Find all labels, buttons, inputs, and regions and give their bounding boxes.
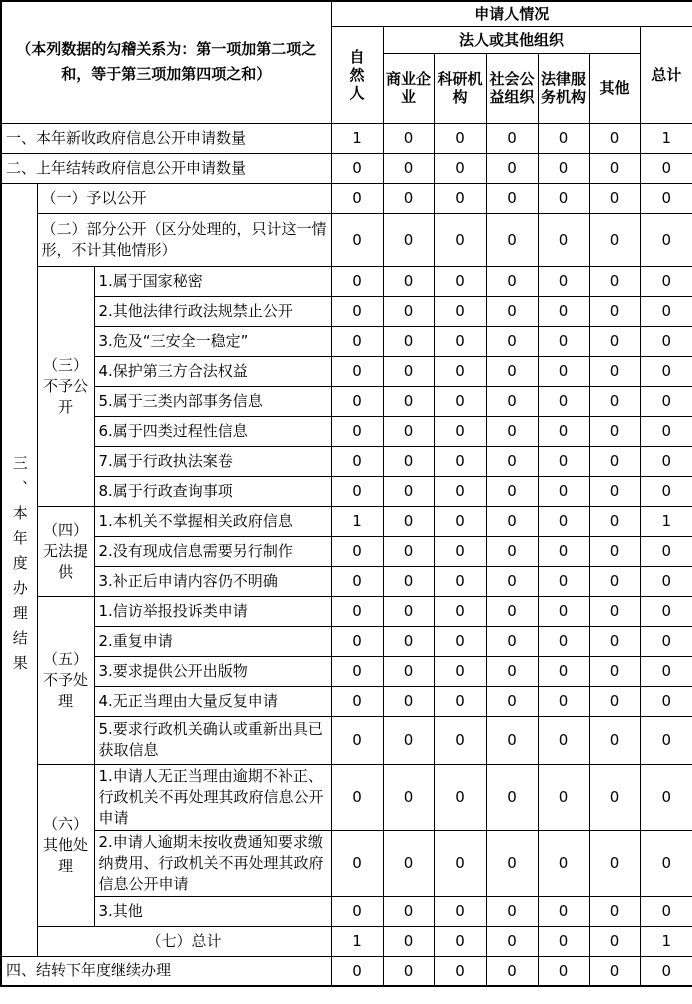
applicant-situation-header: 申请人情况	[331, 1, 692, 26]
value-cell: 0	[486, 926, 538, 956]
value-cell: 0	[434, 656, 486, 686]
value-cell: 0	[640, 626, 692, 656]
column-header-total: 总计	[640, 26, 692, 123]
table-row	[1, 153, 692, 183]
value-cell: 0	[383, 896, 434, 926]
natural-person-label: 自然人	[349, 47, 365, 102]
row-label: 3.要求提供公开出版物	[94, 656, 331, 686]
row-label: 3.危及“三安全一稳定”	[94, 326, 331, 356]
value-cell: 0	[383, 764, 434, 830]
value-cell: 0	[589, 446, 640, 476]
value-cell: 0	[486, 596, 538, 626]
value-cell: 0	[538, 476, 589, 506]
table-row	[1, 213, 692, 266]
value-cell: 0	[538, 656, 589, 686]
value-cell: 0	[538, 386, 589, 416]
value-cell: 0	[331, 296, 383, 326]
value-cell: 0	[486, 326, 538, 356]
value-cell: 0	[486, 183, 538, 213]
value-cell: 0	[486, 536, 538, 566]
value-cell: 0	[589, 596, 640, 626]
value-cell: 0	[589, 476, 640, 506]
value-cell: 0	[589, 536, 640, 566]
value-cell: 0	[486, 356, 538, 386]
value-cell: 0	[331, 536, 383, 566]
group-label-cell: （四）无法提供	[37, 506, 94, 596]
value-cell: 0	[486, 764, 538, 830]
value-cell: 1	[331, 123, 383, 153]
value-cell: 0	[486, 416, 538, 446]
row-label: 6.属于四类过程性信息	[94, 416, 331, 446]
value-cell: 0	[383, 386, 434, 416]
value-cell: 0	[640, 416, 692, 446]
group-label-cell: （三）不予公开	[37, 266, 94, 506]
row-label: 2.没有现成信息需要另行制作	[94, 536, 331, 566]
value-cell: 0	[486, 266, 538, 296]
value-cell: 0	[434, 446, 486, 476]
value-cell: 0	[538, 596, 589, 626]
value-cell: 0	[486, 896, 538, 926]
value-cell: 0	[383, 566, 434, 596]
row-label: （二）部分公开（区分处理的，只计这一情形，不计其他情形）	[37, 213, 331, 266]
table-row	[1, 716, 692, 764]
value-cell: 0	[640, 536, 692, 566]
value-cell: 0	[640, 153, 692, 183]
value-cell: 0	[331, 596, 383, 626]
value-cell: 0	[538, 266, 589, 296]
value-cell: 0	[538, 536, 589, 566]
value-cell: 0	[434, 356, 486, 386]
table-row	[1, 686, 692, 716]
value-cell: 0	[589, 686, 640, 716]
row-label: （一）予以公开	[37, 183, 331, 213]
value-cell: 0	[331, 183, 383, 213]
value-cell: 0	[538, 356, 589, 386]
value-cell: 0	[434, 896, 486, 926]
column-header-research: 科研机构	[434, 53, 486, 123]
row-label: 3.补正后申请内容仍不明确	[94, 566, 331, 596]
value-cell: 0	[640, 446, 692, 476]
value-cell: 0	[589, 896, 640, 926]
row-label: 3.其他	[94, 896, 331, 926]
org-group-header: 法人或其他组织	[383, 26, 640, 53]
value-cell: 0	[538, 764, 589, 830]
value-cell: 0	[589, 764, 640, 830]
value-cell: 0	[486, 386, 538, 416]
value-cell: 0	[434, 956, 486, 986]
value-cell: 0	[640, 830, 692, 896]
value-cell: 0	[640, 566, 692, 596]
value-cell: 0	[640, 326, 692, 356]
value-cell: 0	[538, 566, 589, 596]
value-cell: 0	[383, 153, 434, 183]
row-label: 8.属于行政查询事项	[94, 476, 331, 506]
column-header-natural-person	[331, 26, 383, 123]
value-cell: 0	[383, 686, 434, 716]
value-cell: 0	[434, 476, 486, 506]
value-cell: 0	[434, 386, 486, 416]
value-cell: 0	[434, 716, 486, 764]
value-cell: 0	[589, 626, 640, 656]
value-cell: 0	[434, 536, 486, 566]
value-cell: 0	[434, 830, 486, 896]
value-cell: 0	[434, 686, 486, 716]
value-cell: 0	[640, 716, 692, 764]
value-cell: 0	[434, 416, 486, 446]
table-row	[1, 296, 692, 326]
table-row	[1, 896, 692, 926]
table-row	[1, 830, 692, 896]
value-cell: 0	[434, 123, 486, 153]
value-cell: 0	[383, 626, 434, 656]
value-cell: 0	[331, 626, 383, 656]
value-cell: 0	[589, 123, 640, 153]
value-cell: 0	[331, 266, 383, 296]
value-cell: 0	[589, 386, 640, 416]
value-cell: 0	[538, 896, 589, 926]
value-cell: 0	[434, 266, 486, 296]
value-cell: 0	[538, 626, 589, 656]
value-cell: 0	[383, 123, 434, 153]
group-label-cell: （五）不予处理	[37, 596, 94, 764]
value-cell: 0	[589, 296, 640, 326]
value-cell: 0	[538, 153, 589, 183]
value-cell: 0	[434, 326, 486, 356]
value-cell: 0	[486, 656, 538, 686]
table-row	[1, 476, 692, 506]
row-label: 一、本年新收政府信息公开申请数量	[1, 123, 331, 153]
row-label: 4.无正当理由大量反复申请	[94, 686, 331, 716]
value-cell: 0	[383, 506, 434, 536]
row-label: 5.要求行政机关确认或重新出具已获取信息	[94, 716, 331, 764]
value-cell: 0	[640, 656, 692, 686]
value-cell: 0	[331, 896, 383, 926]
table-row	[1, 356, 692, 386]
value-cell: 0	[486, 476, 538, 506]
value-cell: 0	[331, 416, 383, 446]
value-cell: 1	[640, 123, 692, 153]
value-cell: 0	[538, 326, 589, 356]
value-cell: 0	[640, 764, 692, 830]
value-cell: 0	[434, 596, 486, 626]
value-cell: 0	[538, 716, 589, 764]
table-row	[1, 926, 692, 956]
value-cell: 0	[331, 326, 383, 356]
value-cell: 0	[589, 213, 640, 266]
value-cell: 0	[538, 686, 589, 716]
section-vertical-label-text: 三、本年度办理结果	[10, 455, 29, 680]
value-cell: 0	[383, 213, 434, 266]
table-row	[1, 566, 692, 596]
value-cell: 0	[486, 956, 538, 986]
value-cell: 0	[640, 213, 692, 266]
row-label: 7.属于行政执法案卷	[94, 446, 331, 476]
row-label: 2.重复申请	[94, 626, 331, 656]
table-row	[1, 536, 692, 566]
table-row	[1, 656, 692, 686]
table-row	[1, 416, 692, 446]
value-cell: 0	[331, 446, 383, 476]
value-cell: 1	[331, 926, 383, 956]
value-cell: 0	[331, 830, 383, 896]
value-cell: 0	[331, 356, 383, 386]
value-cell: 0	[589, 830, 640, 896]
value-cell: 0	[589, 416, 640, 446]
value-cell: 0	[383, 183, 434, 213]
table-row	[1, 626, 692, 656]
value-cell: 0	[589, 506, 640, 536]
value-cell: 0	[331, 386, 383, 416]
row-label: 2.其他法律行政法规禁止公开	[94, 296, 331, 326]
table-row	[1, 183, 692, 213]
value-cell: 0	[640, 476, 692, 506]
value-cell: 0	[383, 830, 434, 896]
value-cell: 0	[434, 566, 486, 596]
table-row	[1, 596, 692, 626]
value-cell: 0	[589, 926, 640, 956]
value-cell: 0	[486, 123, 538, 153]
row-label: 1.申请人无正当理由逾期不补正、行政机关不再处理其政府信息公开申请	[94, 764, 331, 830]
value-cell: 0	[434, 764, 486, 830]
value-cell: 0	[383, 296, 434, 326]
group-label-cell: （六）其他处理	[37, 764, 94, 926]
value-cell: 0	[331, 153, 383, 183]
value-cell: 0	[383, 446, 434, 476]
value-cell: 0	[486, 506, 538, 536]
value-cell: 1	[640, 506, 692, 536]
value-cell: 0	[434, 626, 486, 656]
value-cell: 0	[486, 566, 538, 596]
value-cell: 0	[640, 956, 692, 986]
value-cell: 0	[589, 153, 640, 183]
row-label: 1.信访举报投诉类申请	[94, 596, 331, 626]
table-body	[1, 123, 692, 986]
table-row	[1, 386, 692, 416]
table-row	[1, 506, 692, 536]
table-row	[1, 956, 692, 986]
value-cell: 0	[331, 956, 383, 986]
table-row	[1, 123, 692, 153]
value-cell: 0	[538, 830, 589, 896]
value-cell: 0	[589, 183, 640, 213]
table-row	[1, 446, 692, 476]
value-cell: 0	[538, 446, 589, 476]
value-cell: 0	[486, 830, 538, 896]
value-cell: 0	[383, 656, 434, 686]
row-label: 5.属于三类内部事务信息	[94, 386, 331, 416]
value-cell: 0	[434, 183, 486, 213]
value-cell: 0	[486, 686, 538, 716]
value-cell: 0	[589, 716, 640, 764]
value-cell: 0	[538, 926, 589, 956]
value-cell: 0	[486, 626, 538, 656]
value-cell: 0	[589, 266, 640, 296]
value-cell: 0	[331, 566, 383, 596]
header-row-1	[1, 1, 692, 26]
value-cell: 0	[640, 386, 692, 416]
value-cell: 0	[331, 213, 383, 266]
value-cell: 0	[331, 764, 383, 830]
row-label: 4.保护第三方合法权益	[94, 356, 331, 386]
value-cell: 0	[383, 476, 434, 506]
row-label: 2.申请人逾期未按收费通知要求缴纳费用、行政机关不再处理其政府信息公开申请	[94, 830, 331, 896]
value-cell: 0	[589, 356, 640, 386]
value-cell: 0	[640, 686, 692, 716]
row-label: 四、结转下年度继续办理	[1, 956, 331, 986]
value-cell: 0	[434, 926, 486, 956]
value-cell: 0	[486, 296, 538, 326]
value-cell: 0	[331, 476, 383, 506]
value-cell: 0	[434, 506, 486, 536]
value-cell: 0	[538, 213, 589, 266]
value-cell: 0	[538, 296, 589, 326]
section-vertical-label	[1, 183, 37, 956]
value-cell: 0	[383, 716, 434, 764]
column-header-public-welfare: 社会公益组织	[486, 53, 538, 123]
value-cell: 0	[538, 956, 589, 986]
value-cell: 0	[434, 213, 486, 266]
value-cell: 0	[538, 183, 589, 213]
corner-note: （本列数据的勾稽关系为：第一项加第二项之和，等于第三项加第四项之和）	[1, 1, 331, 123]
column-header-legal-service: 法律服务机构	[538, 53, 589, 123]
value-cell: 0	[383, 326, 434, 356]
value-cell: 0	[383, 596, 434, 626]
table-header	[1, 1, 692, 123]
value-cell: 0	[640, 356, 692, 386]
column-header-business: 商业企业	[383, 53, 434, 123]
table-row	[1, 326, 692, 356]
value-cell: 0	[486, 153, 538, 183]
row-label: （七）总计	[37, 926, 331, 956]
row-label: 1.本机关不掌握相关政府信息	[94, 506, 331, 536]
value-cell: 1	[331, 506, 383, 536]
value-cell: 0	[640, 896, 692, 926]
value-cell: 0	[589, 326, 640, 356]
value-cell: 0	[486, 446, 538, 476]
table-row	[1, 266, 692, 296]
value-cell: 0	[331, 686, 383, 716]
row-label: 二、上年结转政府信息公开申请数量	[1, 153, 331, 183]
value-cell: 0	[538, 123, 589, 153]
value-cell: 0	[434, 153, 486, 183]
column-header-other: 其他	[589, 53, 640, 123]
value-cell: 0	[383, 956, 434, 986]
value-cell: 0	[331, 656, 383, 686]
value-cell: 0	[486, 213, 538, 266]
value-cell: 0	[589, 566, 640, 596]
value-cell: 0	[589, 956, 640, 986]
value-cell: 0	[434, 296, 486, 326]
value-cell: 0	[589, 656, 640, 686]
value-cell: 0	[383, 416, 434, 446]
value-cell: 0	[383, 926, 434, 956]
value-cell: 1	[640, 926, 692, 956]
row-label: 1.属于国家秘密	[94, 266, 331, 296]
value-cell: 0	[538, 416, 589, 446]
value-cell: 0	[640, 266, 692, 296]
value-cell: 0	[640, 183, 692, 213]
value-cell: 0	[538, 506, 589, 536]
value-cell: 0	[383, 266, 434, 296]
value-cell: 0	[486, 716, 538, 764]
value-cell: 0	[640, 296, 692, 326]
table-row	[1, 764, 692, 830]
value-cell: 0	[383, 536, 434, 566]
value-cell: 0	[383, 356, 434, 386]
value-cell: 0	[640, 596, 692, 626]
value-cell: 0	[331, 716, 383, 764]
